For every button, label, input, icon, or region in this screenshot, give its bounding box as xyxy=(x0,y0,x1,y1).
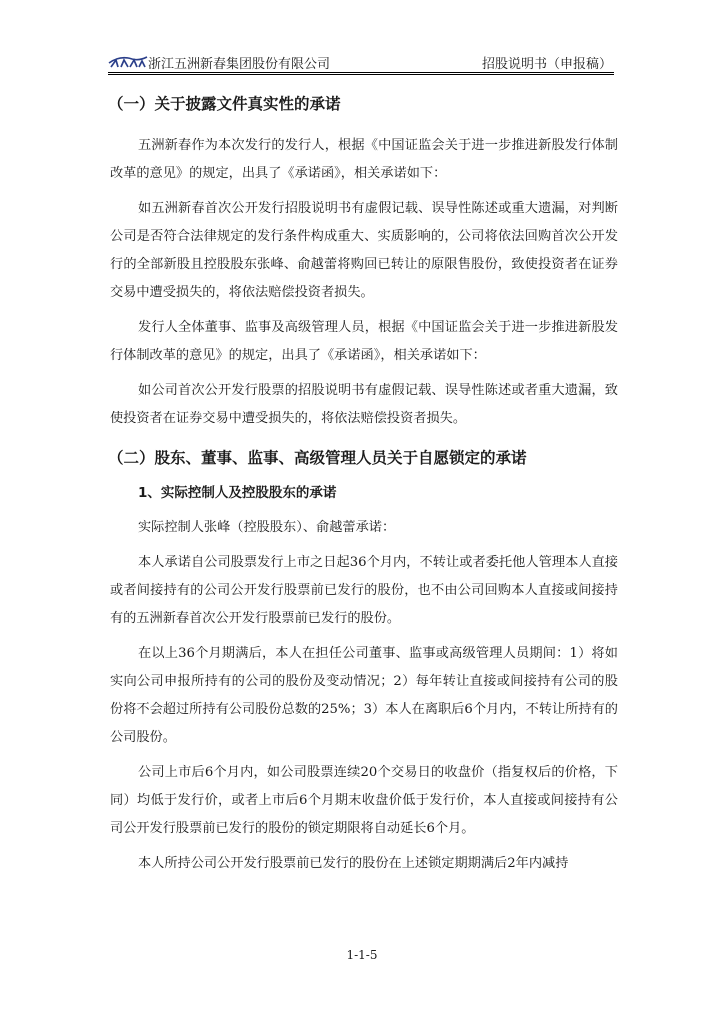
section-1-heading: （一）关于披露文件真实性的承诺 xyxy=(108,95,341,113)
page-header xyxy=(108,50,614,74)
section-1-paragraph-3: 发行人全体董事、监事及高级管理人员，根据《中国证监会关于进一步推进新股发行体制改革的意见》的规定，出具了《承诺函》，相关承诺如下： xyxy=(110,320,618,363)
page-body xyxy=(110,92,618,878)
company-name: 浙江五洲新春集团股份有限公司 xyxy=(148,57,331,72)
section-2-heading: （二）股东、董事、监事、高级管理人员关于自愿锁定的承诺 xyxy=(108,449,527,467)
page-number: 1-1-5 xyxy=(346,948,378,962)
section-1-paragraph-1: 五洲新春作为本次发行的发行人，根据《中国证监会关于进一步推进新股发行体制改革的意见》的规定，出具了《承诺函》，相关承诺如下： xyxy=(110,138,618,181)
header-rule xyxy=(108,72,614,75)
section-2-paragraph-1: 实际控制人张峰（控股股东）、俞越蕾承诺： xyxy=(138,520,396,535)
section-1-paragraph-2: 如五洲新春首次公开发行招股说明书有虚假记载、误导性陈述或重大遗漏，对判断公司是否符合法律规定的发行条件构成重大、实质影响的，公司将依法回购首次公开发行的全部新股且控股股东张峰、俞越蕾将购回已转让的原限售股份，致使投资者在证券交易中遭受损失的，将依法赔偿投资者损失。 xyxy=(110,201,618,300)
section-2-paragraph-3: 在以上36个月期满后，本人在担任公司董事、监事或高级管理人员期间：1）将如实向公司申报所持有的公司的股份及变动情况；2）每年转让直接或间接持有公司的股份将不会超过所持有公司股份总数的25%；3）本人在离职后6个月内，不转让所持有的公司股份。 xyxy=(110,646,618,745)
section-2-paragraph-4: 公司上市后6个月内，如公司股票连续20个交易日的收盘价（指复权后的价格，下同）均低于发行价，或者上市后6个月期末收盘价低于发行价，本人直接或间接持有公司公开发行股票前已发行的股份的锁定期限将自动延长6个月。 xyxy=(110,765,618,836)
company-logo-icon xyxy=(108,54,148,68)
section-1-paragraph-4: 如公司首次公开发行股票的招股说明书有虚假记载、误导性陈述或者重大遗漏，致使投资者在证券交易中遭受损失的，将依法赔偿投资者损失。 xyxy=(110,383,618,426)
subsection-1-heading: 1、实际控制人及控股股东的承诺 xyxy=(138,485,337,501)
section-2-paragraph-5: 本人所持公司公开发行股票前已发行的股份在上述锁定期期满后2年内减持 xyxy=(138,856,569,871)
document-type: 招股说明书（申报稿） xyxy=(481,57,612,72)
section-2-paragraph-2: 本人承诺自公司股票发行上市之日起36个月内，不转让或者委托他人管理本人直接或者间接持有的公司公开发行股票前已发行的股份，也不由公司回购本人直接或间接持有的五洲新春首次公开发行股票前已发行的股份。 xyxy=(110,555,618,626)
